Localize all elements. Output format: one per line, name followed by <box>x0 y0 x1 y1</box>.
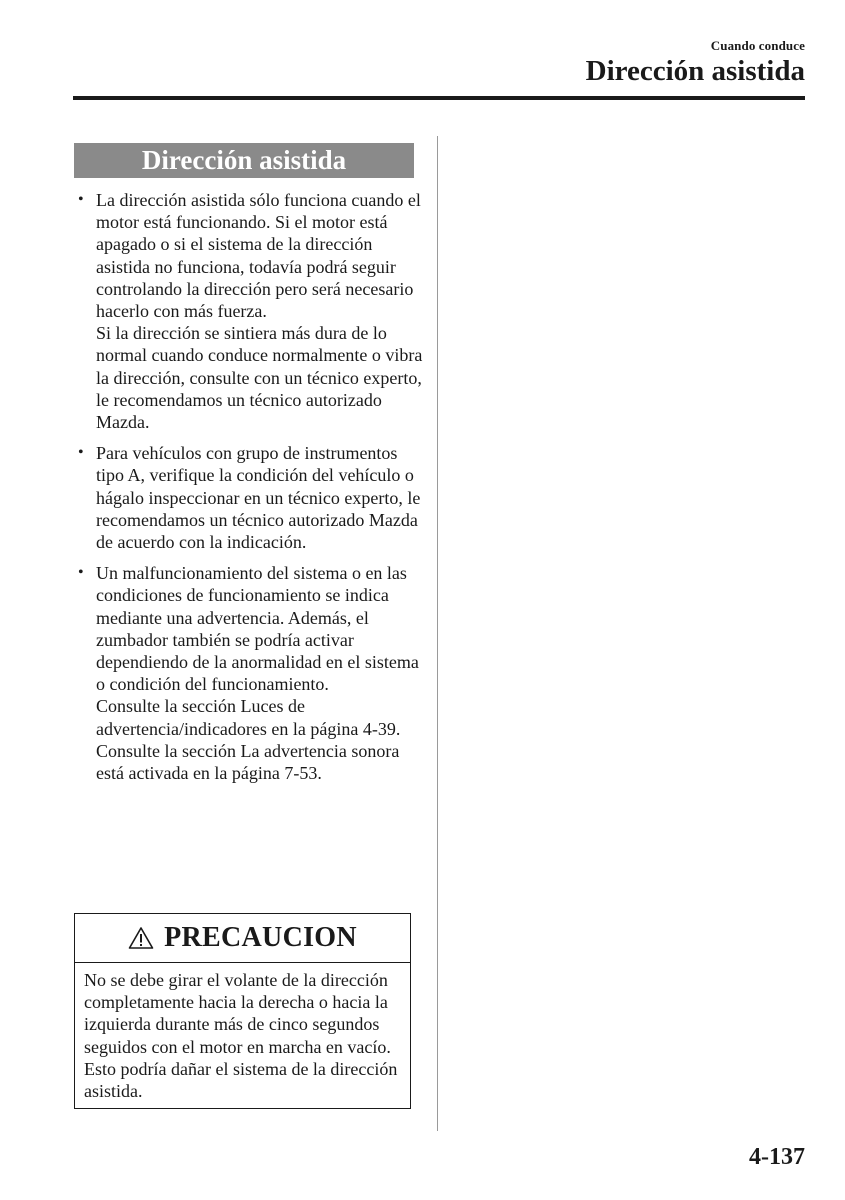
bullet-icon: • <box>78 444 84 462</box>
warning-triangle-icon <box>128 926 154 950</box>
bullet-paragraph: Para vehículos con grupo de instrumentos tipo A, verifique la condición del vehículo o hágalo inspeccionar en un técnico experto, le recomendamos un técnico autorizado Mazda de acuerdo con la indicación. <box>96 443 421 553</box>
column-divider <box>437 136 438 1131</box>
page-number: 4-137 <box>749 1144 805 1170</box>
bullet-paragraph: La dirección asistida sólo funciona cuando el motor está funcionando. Si el motor está apagado o si el sistema de la dirección asistida no funciona, todavía podrá seguir controlando la dirección pero será necesario hacerlo con más fuerza. <box>96 190 421 322</box>
caution-text: No se debe girar el volante de la dirección completamente hacia la derecha o hacia la izquierda durante más de cinco segundos seguidos con el motor en marcha en vacío. Esto podría dañar el sistema de la dirección asistida. <box>84 970 398 1102</box>
bullet-paragraph: Un malfuncionamiento del sistema o en las condiciones de funcionamiento se indica mediante una advertencia. Además, el zumbador también se podría activar dependiendo de la anormalidad en el sistema o condición del funcionamiento. <box>96 563 419 695</box>
caution-title: PRECAUCION <box>164 922 357 953</box>
bullet-item <box>74 562 424 784</box>
bullet-paragraph: Consulte la sección La advertencia sonora está activada en la página 7-53. <box>96 740 400 784</box>
bullet-item <box>74 442 424 553</box>
bullet-paragraph: Consulte la sección Luces de advertencia/indicadores en la página 4-39. <box>96 696 401 739</box>
section-heading: Dirección asistida <box>74 143 414 178</box>
header-rule <box>73 96 805 100</box>
bullet-icon: • <box>78 564 84 582</box>
running-page-title: Dirección asistida <box>585 55 805 87</box>
running-section-label: Cuando conduce <box>710 38 805 53</box>
caution-box <box>74 913 411 1109</box>
bullet-list <box>74 189 424 793</box>
bullet-paragraph: Si la dirección se sintiera más dura de lo normal cuando conduce normalmente o vibra la dirección, consulte con un técnico experto, le recomendamos un técnico autorizado Mazda. <box>96 323 423 433</box>
bullet-icon: • <box>78 191 84 208</box>
bullet-item <box>74 189 424 433</box>
caution-header <box>75 914 410 963</box>
